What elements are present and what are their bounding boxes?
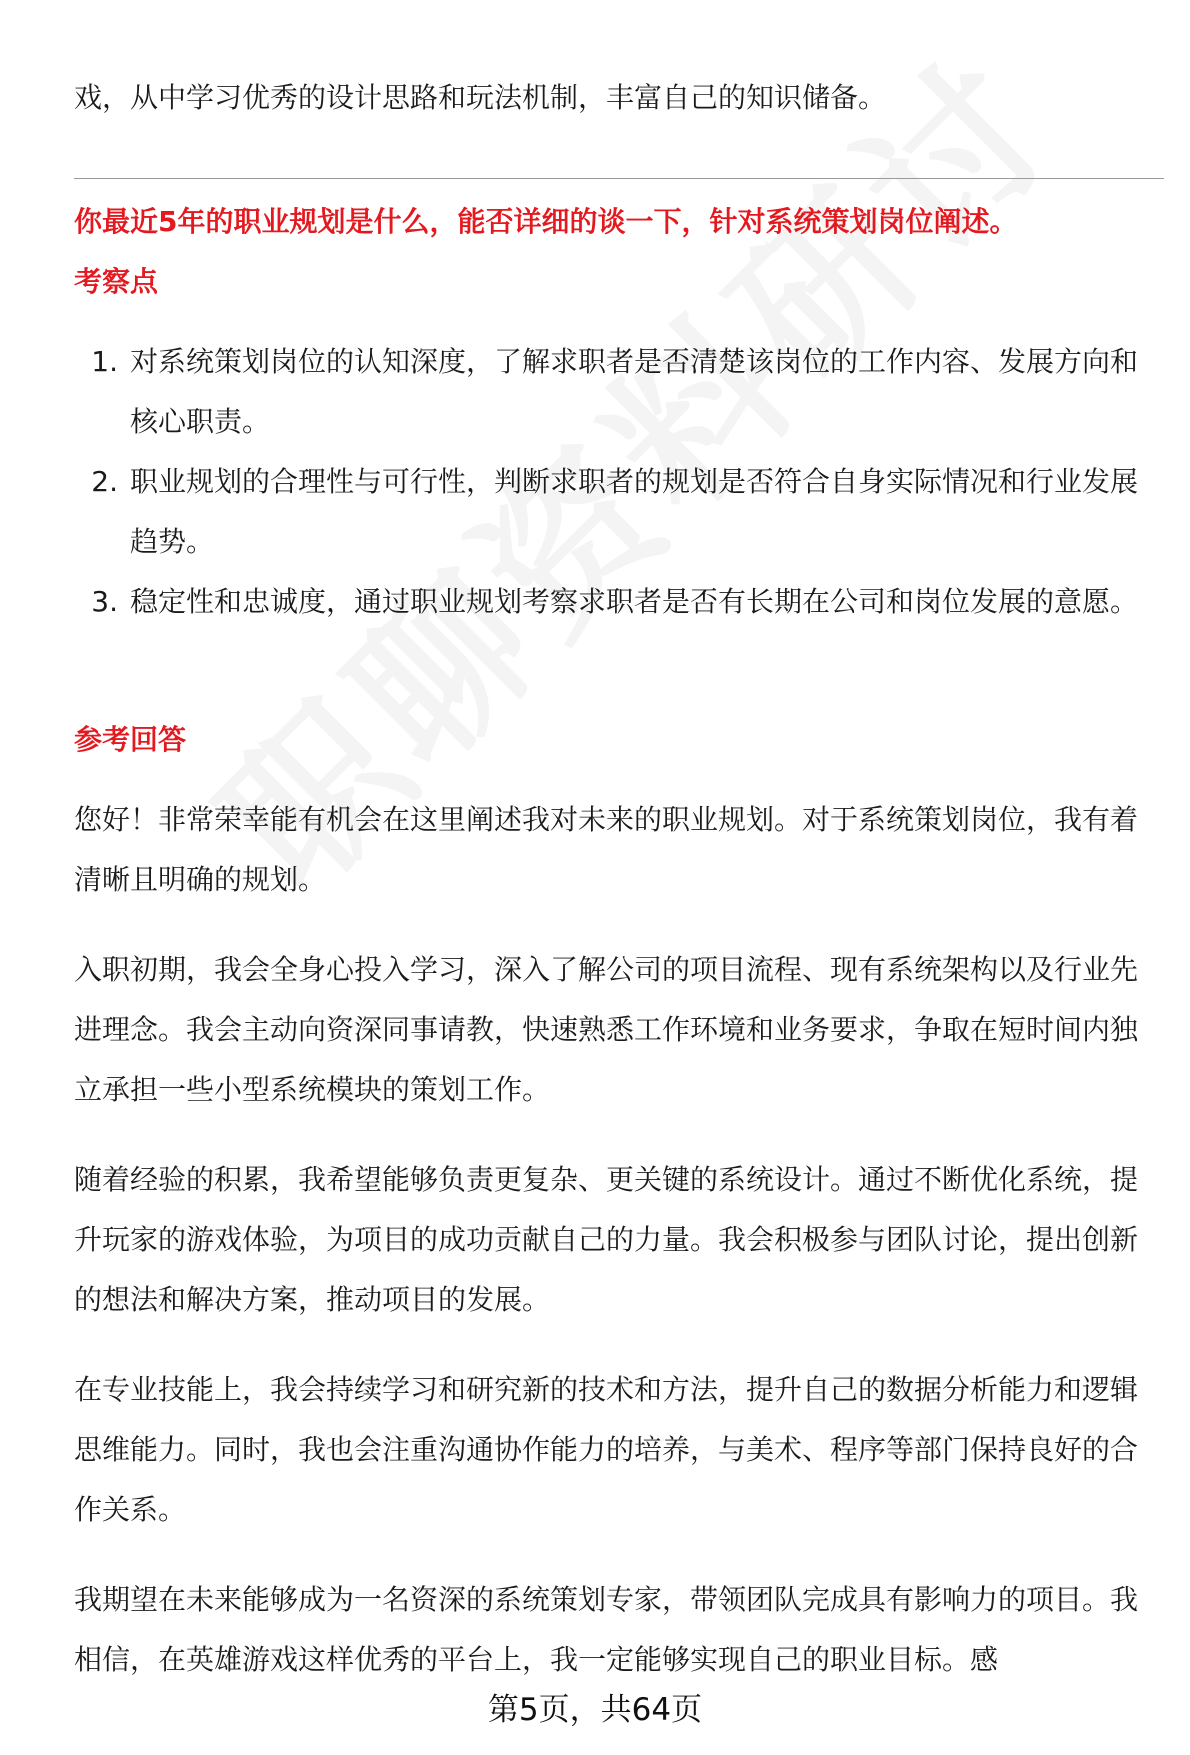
- focus-points-list: [74, 332, 1164, 632]
- reference-answer-title: 参考回答: [74, 723, 187, 756]
- answer-paragraph: 入职初期，我会全身心投入学习，深入了解公司的项目流程、现有系统架构以及行业先进理念。我会主动向资深同事请教，快速熟悉工作环境和业务要求，争取在短时间内独立承担一些小型系统模块的策划工作。: [74, 953, 1139, 1106]
- answer-paragraph: 我期望在未来能够成为一名资深的系统策划专家，带领团队完成具有影响力的项目。我相信，在英雄游戏这样优秀的平台上，我一定能够实现自己的职业目标。感: [74, 1583, 1139, 1676]
- list-item-number: 3.: [91, 585, 118, 618]
- focus-points-title: 考察点: [74, 265, 159, 298]
- list-item: [74, 452, 1164, 572]
- question-heading: 你最近5年的职业规划是什么，能否详细的谈一下，针对系统策划岗位阐述。: [74, 205, 1018, 238]
- list-item-number: 2.: [91, 465, 118, 498]
- section-divider: [74, 178, 1164, 179]
- list-item-text: 对系统策划岗位的认知深度，了解求职者是否清楚该岗位的工作内容、发展方向和核心职责。: [130, 345, 1139, 438]
- intro-paragraph: 戏，从中学习优秀的设计思路和玩法机制，丰富自己的知识储备。: [74, 81, 887, 114]
- list-item-text: 职业规划的合理性与可行性，判断求职者的规划是否符合自身实际情况和行业发展趋势。: [130, 465, 1139, 558]
- answer-paragraph: 您好！非常荣幸能有机会在这里阐述我对未来的职业规划。对于系统策划岗位，我有着清晰且明确的规划。: [74, 803, 1139, 896]
- answer-paragraph: 在专业技能上，我会持续学习和研究新的技术和方法，提升自己的数据分析能力和逻辑思维能力。同时，我也会注重沟通协作能力的培养，与美术、程序等部门保持良好的合作关系。: [74, 1373, 1139, 1526]
- page-number-footer: 第5页，共64页: [487, 1692, 703, 1728]
- reference-answer-body: [74, 790, 1164, 1720]
- list-item: [74, 572, 1164, 632]
- list-item-text: 稳定性和忠诚度，通过职业规划考察求职者是否有长期在公司和岗位发展的意愿。: [130, 585, 1139, 618]
- list-item-number: 1.: [91, 345, 118, 378]
- list-item: [74, 332, 1164, 452]
- answer-paragraph: 随着经验的积累，我希望能够负责更复杂、更关键的系统设计。通过不断优化系统，提升玩家的游戏体验，为项目的成功贡献自己的力量。我会积极参与团队讨论，提出创新的想法和解决方案，推动项目的发展。: [74, 1163, 1139, 1316]
